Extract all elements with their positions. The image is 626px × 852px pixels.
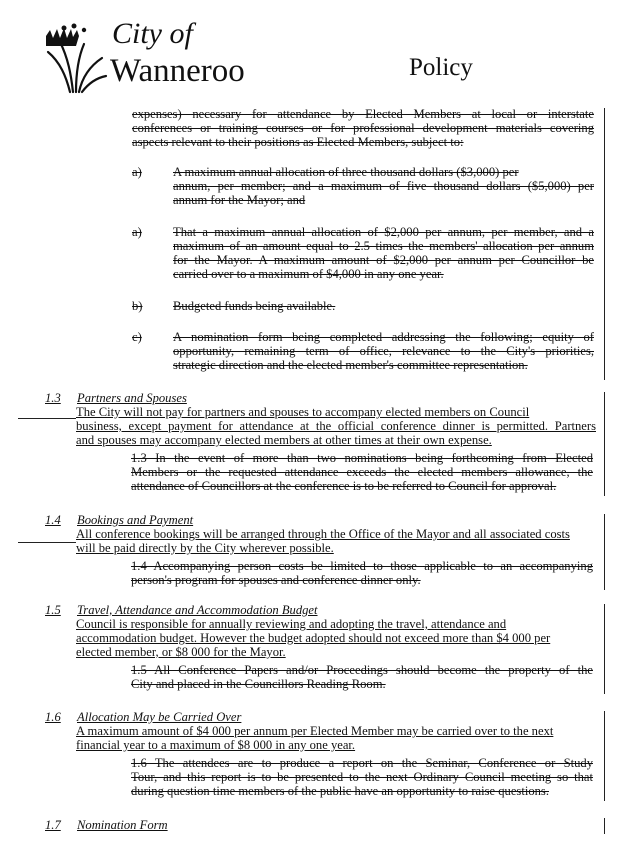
struck-clause-line: 1.6 The attendees are to produce a report on the Seminar, Conference or Study [131, 756, 593, 770]
item-marker: a) [132, 225, 142, 239]
change-bar [604, 711, 605, 801]
section-body-line: elected member, or $8 000 for the Mayor. [76, 645, 286, 659]
section-number: 1.4 [45, 513, 61, 527]
section-body-line: accommodation budget. However the budget adopted should not exceed more than $4 000 per [76, 631, 551, 645]
struck-clause-line: attendance of Councillors at the conference is to be referred to Council for approval. [131, 479, 557, 493]
section-body-line: Council is responsible for annually reviewing and adopting the travel, attendance and [76, 617, 507, 631]
list-item-line: for the Mayor. A maximum amount of $2,000 per annum per Councillor be [173, 253, 594, 267]
change-bar [604, 514, 605, 590]
section-number: 1.7 [45, 818, 61, 832]
section-body-line: financial year to a maximum of $8 000 in any one year. [76, 738, 356, 752]
list-item-line: opportunity, remaining term of office, relevance to the City's priorities, [173, 344, 594, 358]
list-item-line: maximum of an amount equal to 2.5 times the members' allocation per annum [173, 239, 594, 253]
struck-clause-line: City and placed in the Councillors Reading Room. [131, 677, 386, 691]
list-item-line: That a maximum annual allocation of $2,000 per annum, per member, and a [173, 225, 594, 239]
change-bar [604, 818, 605, 834]
section-heading: Partners and Spouses [77, 391, 187, 405]
change-bar [604, 604, 605, 694]
section-number: 1.5 [45, 603, 61, 617]
struck-clause-line: 1.3 In the event of more than two nominations being forthcoming from Elected [131, 451, 593, 465]
change-bar [604, 392, 605, 496]
list-item-line: strategic direction and the elected member's committee representation. [173, 358, 528, 372]
section-heading: Allocation May be Carried Over [77, 710, 242, 724]
item-marker: c) [132, 330, 142, 344]
section-body-line: will be paid directly by the City wherever possible. [76, 541, 334, 555]
intro-line-3: aspects relevant to their positions as Elected Members, subject to: [132, 135, 464, 149]
section-number: 1.6 [45, 710, 61, 724]
section-number: 1.3 [45, 391, 61, 405]
struck-clause-line: 1.4 Accompanying person costs be limited to those applicable to an accompanying [131, 559, 593, 573]
list-item-line: A maximum annual allocation of three thousand dollars ($3,000) per [173, 165, 519, 179]
struck-clause-line: Members or the requested attendance exceeds the elected members allowance, the [131, 465, 593, 479]
list-item-line: Budgeted funds being available. [173, 299, 336, 313]
margin-rule [18, 418, 76, 419]
struck-clause-line: person's program for spouses and conference dinner only. [131, 573, 421, 587]
section-body-line: A maximum amount of $4 000 per annum per Elected Member may be carried over to the next [76, 724, 554, 738]
list-item-line: carried over to a maximum of $4,000 in any one year. [173, 267, 444, 281]
margin-rule [18, 542, 76, 543]
section-heading: Bookings and Payment [77, 513, 194, 527]
item-marker: b) [132, 299, 143, 313]
change-bar [604, 108, 605, 380]
list-item-line: A nomination form being completed addressing the following; equity of [173, 330, 594, 344]
section-body-line: business, except payment for attendance at the official conference dinner is permitted. Partners [76, 419, 596, 433]
item-marker: a) [132, 165, 142, 179]
document-type-title: Policy [409, 54, 473, 81]
intro-line-1: expenses) necessary for attendance by Elected Members at local or interstate [132, 107, 594, 121]
intro-line-2: conferences or training courses or for professional development materials covering [132, 121, 594, 135]
section-body-line: and spouses may accompany elected members at other times at their own expense. [76, 433, 492, 447]
logo-plant-icon [40, 18, 108, 94]
logo-wanneroo-text: Wanneroo [110, 53, 245, 89]
section-body-line: All conference bookings will be arranged through the Office of the Mayor and all associated costs [76, 527, 570, 541]
struck-clause-line: during question time members of the public have an opportunity to raise questions. [131, 784, 549, 798]
struck-clause-line: Tour, and this report is to be presented to the next Ordinary Council meeting so that [131, 770, 593, 784]
section-heading: Travel, Attendance and Accommodation Budget [77, 603, 318, 617]
section-heading: Nomination Form [77, 818, 168, 832]
logo-city-text: City of [112, 17, 193, 50]
list-item-line: annum for the Mayor; and [173, 193, 306, 207]
section-body-line: The City will not pay for partners and spouses to accompany elected members on Council [76, 405, 530, 419]
struck-clause-line: 1.5 All Conference Papers and/or Proceedings should become the property of the [131, 663, 593, 677]
list-item-line: annum, per member; and a maximum of five thousand dollars ($5,000) per [173, 179, 594, 193]
